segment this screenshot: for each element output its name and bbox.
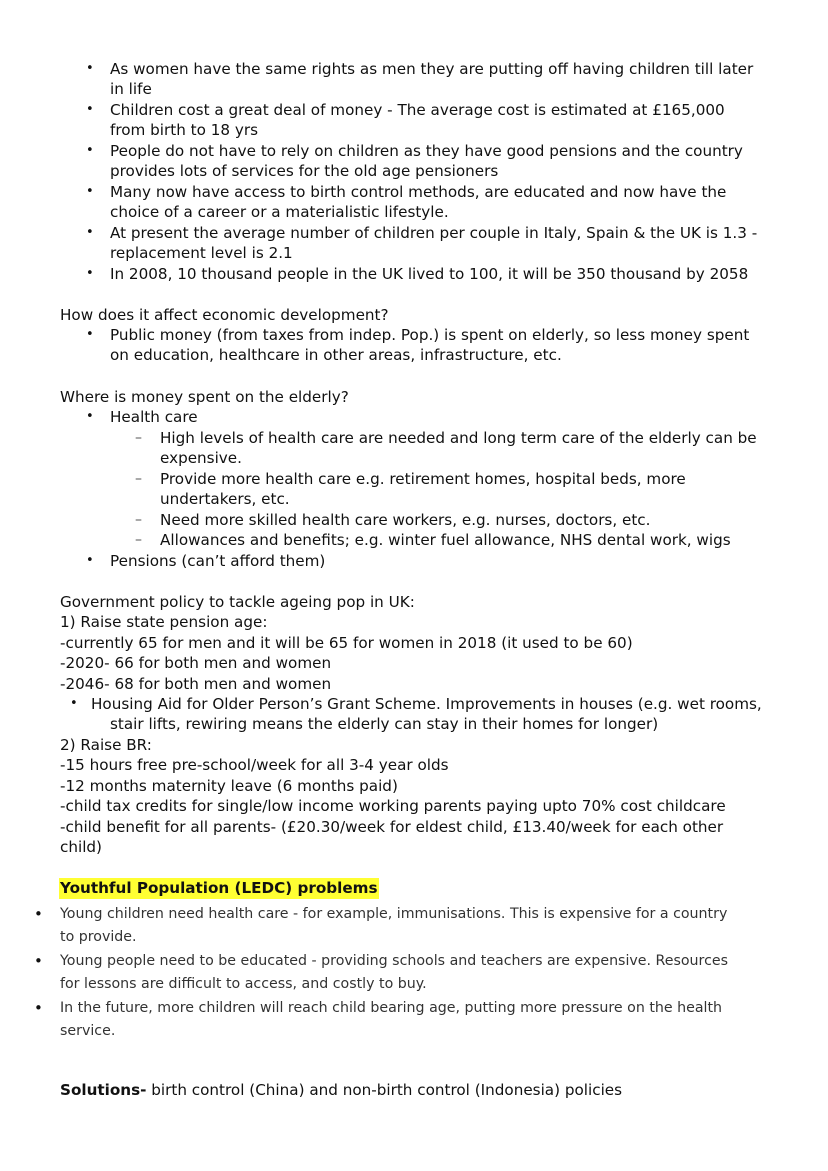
- list-item: At present the average number of children per couple in Italy, Spain & the UK is 1.3 -: [110, 224, 758, 242]
- policy-line: -child tax credits for single/low income working parents paying upto 70% cost childcare: [60, 797, 726, 815]
- list-item: Health care: [110, 408, 198, 426]
- list-item: As women have the same rights as men they are putting off having children till later: [110, 60, 754, 78]
- policy-line: 1) Raise state pension age:: [60, 613, 268, 631]
- list-item-cont: provides lots of services for the old age pensioners: [110, 162, 499, 180]
- list-item-cont: choice of a career or a materialistic lifestyle.: [110, 203, 449, 221]
- bullet-icon: •: [86, 102, 94, 117]
- list-item: Housing Aid for Older Person’s Grant Scheme. Improvements in houses (e.g. wet rooms,: [91, 695, 762, 713]
- bullet-icon: •: [34, 952, 43, 970]
- economic-heading: How does it affect economic development?: [60, 306, 389, 324]
- bullet-icon: •: [86, 225, 94, 240]
- bullet-icon: •: [70, 696, 78, 711]
- sub-item-cont: undertakers, etc.: [160, 490, 290, 508]
- bullet-icon: •: [86, 327, 94, 342]
- policy-line: -2020- 66 for both men and women: [60, 654, 332, 672]
- policy-line: -currently 65 for men and it will be 65 for women in 2018 (it used to be 60): [60, 634, 633, 652]
- policy-line: -2046- 68 for both men and women: [60, 675, 332, 693]
- policy-line: -12 months maternity leave (6 months paid): [60, 777, 398, 795]
- dash-icon: –: [135, 532, 142, 548]
- elderly-spending-heading: Where is money spent on the elderly?: [60, 388, 349, 406]
- bullet-icon: •: [34, 999, 43, 1017]
- list-item-cont: replacement level is 2.1: [110, 244, 293, 262]
- bullet-icon: •: [86, 266, 94, 281]
- policy-heading: Government policy to tackle ageing pop in UK:: [60, 593, 415, 611]
- list-item: Many now have access to birth control methods, are educated and now have the: [110, 183, 727, 201]
- dash-icon: –: [135, 430, 142, 446]
- solutions-line: [60, 1080, 622, 1101]
- list-item-cont: from birth to 18 yrs: [110, 121, 259, 139]
- list-item-cont: for lessons are difficult to access, and costly to buy.: [60, 976, 427, 992]
- list-item-cont: stair lifts, rewiring means the elderly can stay in their homes for longer): [110, 715, 659, 733]
- policy-line: -child benefit for all parents- (£20.30/week for eldest child, £13.40/week for each other: [60, 818, 724, 836]
- policy-line: child): [60, 838, 102, 856]
- sub-item-cont: expensive.: [160, 449, 242, 467]
- solutions-label: Solutions-: [60, 1081, 147, 1099]
- list-item: Public money (from taxes from indep. Pop.) is spent on elderly, so less money spent: [110, 326, 750, 344]
- sub-item: Allowances and benefits; e.g. winter fuel allowance, NHS dental work, wigs: [160, 531, 731, 549]
- sub-item: High levels of health care are needed and long term care of the elderly can be: [160, 429, 757, 447]
- bullet-icon: •: [86, 553, 94, 568]
- bullet-icon: •: [86, 143, 94, 158]
- bullet-icon: •: [86, 184, 94, 199]
- bullet-icon: •: [86, 61, 94, 76]
- solutions-text: birth control (China) and non-birth control (Indonesia) policies: [146, 1081, 623, 1099]
- sub-item: Provide more health care e.g. retirement homes, hospital beds, more: [160, 470, 686, 488]
- bullet-icon: •: [34, 905, 43, 923]
- list-item-cont: on education, healthcare in other areas, infrastructure, etc.: [110, 346, 562, 364]
- list-item-cont: to provide.: [60, 929, 137, 945]
- list-item: In 2008, 10 thousand people in the UK lived to 100, it will be 350 thousand by 2058: [110, 265, 749, 283]
- list-item: People do not have to rely on children as they have good pensions and the country: [110, 142, 743, 160]
- list-item: Young people need to be educated - providing schools and teachers are expensive. Resources: [60, 953, 728, 969]
- list-item: Young children need health care - for example, immunisations. This is expensive for a country: [60, 906, 728, 922]
- list-item: Pensions (can’t afford them): [110, 552, 326, 570]
- sub-item: Need more skilled health care workers, e.g. nurses, doctors, etc.: [160, 511, 651, 529]
- dash-icon: –: [135, 512, 142, 528]
- dash-icon: –: [135, 471, 142, 487]
- youthful-heading: Youthful Population (LEDC) problems: [60, 879, 378, 897]
- policy-line: 2) Raise BR:: [60, 736, 152, 754]
- list-item-cont: service.: [60, 1023, 116, 1039]
- list-item-cont: in life: [110, 80, 152, 98]
- policy-line: -15 hours free pre-school/week for all 3-4 year olds: [60, 756, 449, 774]
- bullet-icon: •: [86, 409, 94, 424]
- list-item: In the future, more children will reach child bearing age, putting more pressure on the health: [60, 1000, 723, 1016]
- list-item: Children cost a great deal of money - The average cost is estimated at £165,000: [110, 101, 725, 119]
